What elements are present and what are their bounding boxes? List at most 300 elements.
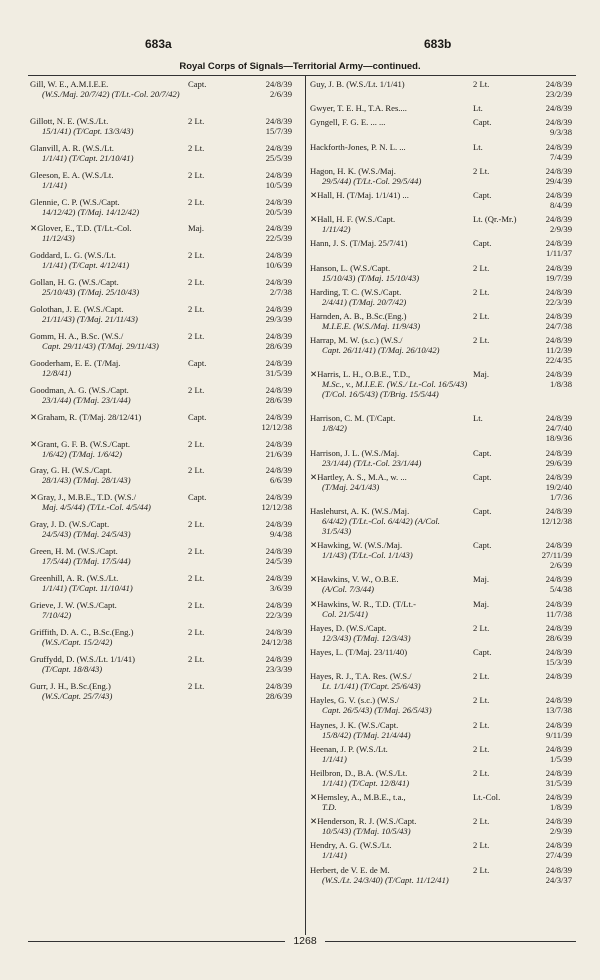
officer-rank: 2 Lt. — [473, 310, 490, 321]
officer-detail: 10/5/43) (T/Maj. 10/5/43) — [322, 826, 411, 837]
officer-rank: 2 Lt. — [473, 79, 490, 89]
officer-entry — [310, 695, 580, 715]
seniority-date: 21/6/39 — [265, 448, 292, 459]
officer-detail: 1/1/41) (T/Capt. 12/8/41) — [322, 777, 410, 788]
officer-entry — [310, 865, 580, 895]
officer-entry — [30, 519, 302, 539]
officer-entry — [30, 250, 302, 270]
officer-detail: 23/1/44) (T/Maj. 23/1/44) — [42, 394, 131, 405]
officer-name: Glanvill, A. R. (W.S./Lt. — [30, 142, 114, 153]
officer-name: Gooderham, E. E. (T/Maj. — [30, 357, 121, 368]
seniority-date: 13/7/38 — [545, 705, 572, 716]
seniority-date: 2/6/39 — [550, 560, 572, 571]
officer-name: Green, H. M. (W.S./Capt. — [30, 546, 118, 557]
page-header-right: 683b — [424, 37, 452, 51]
officer-name: Greenhill, A. R. (W.S./Lt. — [30, 573, 119, 584]
officer-entry — [310, 263, 580, 283]
officer-dates — [247, 277, 292, 297]
officer-name: Grieve, J. W. (W.S./Capt. — [30, 599, 117, 610]
officer-rank: 2 Lt. — [188, 573, 205, 584]
seniority-date: 24/8/39 — [545, 671, 572, 682]
seniority-date: 24/12/38 — [261, 636, 292, 647]
officer-entry — [30, 331, 302, 351]
section-title: Royal Corps of Signals—Territorial Army—continued. — [179, 61, 421, 72]
officer-name: Hackforth-Jones, P. N. L. ... — [310, 141, 406, 152]
officer-detail: Maj. 4/5/44) (T/Lt.-Col. 4/5/44) — [42, 502, 151, 513]
officer-dates — [527, 413, 572, 443]
seniority-date: 9/11/39 — [546, 729, 572, 740]
officer-name: Hagon, H. K. (W.S./Maj. — [310, 165, 396, 176]
officer-name: ✕Henderson, R. J. (W.S./Capt. — [310, 816, 417, 827]
seniority-date: 29/3/39 — [265, 314, 292, 325]
officer-detail: 15/1/41) (T/Capt. 13/3/43) — [42, 125, 134, 136]
seniority-date: 31/5/39 — [265, 367, 292, 378]
officer-entry — [310, 792, 580, 812]
seniority-date: 24/7/40 — [545, 423, 572, 434]
seniority-date: 24/8/39 — [545, 369, 572, 380]
officer-detail: 28/1/43) (T/Maj. 28/1/43) — [42, 475, 131, 486]
seniority-date: 24/8/39 — [545, 447, 572, 458]
officer-rank: Capt. — [473, 471, 492, 482]
officer-detail: 6/4/42) (T/Lt.-Col. 6/4/42) (A/Col. 31/5/43) — [322, 516, 440, 536]
officer-dates — [527, 369, 572, 389]
officer-rank: Maj. — [188, 223, 204, 234]
officer-rank: 2 Lt. — [473, 743, 490, 754]
officer-dates — [527, 695, 572, 715]
officer-name: Gill, W. E., A.M.I.E.E. — [30, 79, 109, 89]
officer-name: ✕Hawking, W. (W.S./Maj. — [310, 540, 403, 551]
officer-detail: 25/10/43) (T/Maj. 25/10/43) — [42, 287, 140, 298]
seniority-date: 2/9/39 — [550, 826, 572, 837]
seniority-date: 11/2/39 — [546, 345, 572, 356]
officer-detail: 11/12/43) — [42, 233, 75, 244]
officer-detail: (W.S./Lt. 24/3/40) (T/Capt. 11/12/41) — [322, 874, 449, 885]
officer-detail: (A/Col. 7/3/44) — [322, 584, 375, 595]
officer-dates — [527, 816, 572, 836]
officer-name: Glennie, C. P. (W.S./Capt. — [30, 196, 120, 207]
officer-detail: (T/Maj. 24/1/43) — [322, 481, 380, 492]
seniority-date: 24/8/39 — [545, 335, 572, 346]
seniority-date: 12/12/38 — [541, 516, 572, 526]
seniority-date: 24/8/39 — [265, 304, 292, 315]
officer-dates — [247, 304, 292, 324]
officer-name: Harrison, J. L. (W.S./Maj. — [310, 447, 400, 458]
officer-dates — [527, 472, 572, 502]
officer-name: ✕Hawkins, W. R., T.D. (T/Lt.- — [310, 598, 416, 609]
seniority-date: 24/8/39 — [545, 840, 572, 851]
seniority-date: 1/11/37 — [546, 248, 572, 259]
officer-dates — [527, 311, 572, 331]
seniority-date: 24/8/39 — [545, 310, 572, 321]
seniority-date: 12/12/38 — [261, 421, 292, 432]
seniority-date: 29/6/39 — [545, 457, 572, 468]
officer-name: Guy, J. B. (W.S./Lt. 1/1/41) — [310, 79, 405, 89]
officer-entry — [310, 335, 580, 365]
officer-dates — [247, 439, 292, 459]
officer-entry — [310, 238, 580, 258]
officer-dates — [527, 190, 572, 210]
officer-entry — [310, 540, 580, 570]
officer-dates — [527, 79, 572, 99]
officer-rank: 2 Lt. — [188, 599, 205, 610]
seniority-date: 22/5/39 — [265, 233, 292, 244]
seniority-date: 24/8/39 — [545, 719, 572, 730]
officer-name: Hann, J. S. (T/Maj. 25/7/41) — [310, 238, 408, 249]
officer-rank: 2 Lt. — [473, 816, 490, 827]
officer-entry — [310, 369, 580, 409]
officer-rank: 2 Lt. — [473, 840, 490, 851]
officer-dates — [527, 540, 572, 570]
officer-entry — [30, 223, 302, 243]
officer-name: Hanson, L. (W.S./Capt. — [310, 262, 391, 273]
seniority-date: 24/8/39 — [545, 646, 572, 657]
officer-name: Gillott, N. E. (W.S./Lt. — [30, 115, 109, 126]
seniority-date: 9/3/38 — [550, 127, 572, 138]
officer-rank: Capt. — [188, 79, 207, 89]
officer-entry — [310, 103, 580, 113]
officer-dates — [247, 331, 292, 351]
officer-dates — [527, 744, 572, 764]
officer-name: ✕Hartley, A. S., M.A., w. ... — [310, 471, 407, 482]
officer-dates — [527, 840, 572, 860]
officer-rank: 2 Lt. — [473, 286, 490, 297]
officer-name: Harrison, C. M. (T/Capt. — [310, 413, 396, 424]
officer-name: Heilbron, D., B.A. (W.S./Lt. — [310, 767, 408, 778]
seniority-date: 28/6/39 — [265, 394, 292, 405]
officer-name: Hayles, G. V. (s.c.) (W.S./ — [310, 695, 399, 706]
officer-entry — [310, 117, 580, 137]
officer-rank: Capt. — [473, 117, 492, 128]
officer-name: Herbert, de V. E. de M. — [310, 864, 390, 875]
officer-detail: (W.S./Capt. 25/7/43) — [42, 690, 113, 701]
right-column — [310, 79, 580, 899]
officer-rank: 2 Lt. — [188, 680, 205, 691]
seniority-date: 24/8/39 — [265, 519, 292, 530]
officer-name: Harding, T. C. (W.S./Capt. — [310, 286, 402, 297]
seniority-date: 24/8/39 — [545, 864, 572, 875]
officer-rank: 2 Lt. — [473, 335, 490, 346]
seniority-date: 24/8/39 — [265, 599, 292, 610]
officer-entry — [310, 448, 580, 468]
officer-rank: 2 Lt. — [473, 622, 490, 633]
officer-name: ✕Hemsley, A., M.B.E., t.a., — [310, 792, 406, 803]
seniority-date: 20/5/39 — [265, 206, 292, 217]
seniority-date: 24/8/39 — [265, 653, 292, 664]
officer-rank: Lt. — [473, 141, 483, 152]
seniority-date: 1/7/36 — [550, 491, 572, 502]
seniority-date: 8/4/39 — [550, 199, 572, 210]
officer-entry — [30, 143, 302, 163]
officer-rank: Lt.-Col. — [473, 792, 501, 803]
seniority-date: 24/8/39 — [265, 277, 292, 288]
officer-name: Haslehurst, A. K. (W.S./Maj. — [310, 506, 410, 516]
seniority-date: 22/3/39 — [545, 296, 572, 307]
officer-rank: 2 Lt. — [188, 196, 205, 207]
seniority-date: 15/3/39 — [545, 656, 572, 667]
seniority-date: 24/8/39 — [545, 622, 572, 633]
officer-dates — [527, 214, 572, 234]
officer-rank: Capt. — [188, 357, 207, 368]
seniority-date: 24/8/39 — [265, 680, 292, 691]
officer-detail: 15/8/42) (T/Maj. 21/4/44) — [322, 729, 411, 740]
officer-dates — [527, 238, 572, 258]
seniority-date: 24/8/39 — [265, 626, 292, 637]
seniority-date: 28/6/39 — [265, 690, 292, 701]
officer-name: Gleeson, E. A. (W.S./Lt. — [30, 169, 114, 180]
seniority-date: 27/11/39 — [541, 550, 572, 561]
seniority-date: 28/6/39 — [265, 341, 292, 352]
seniority-date: 24/8/39 — [265, 223, 292, 234]
officer-rank: 2 Lt. — [473, 695, 490, 706]
officer-rank: 2 Lt. — [188, 465, 205, 476]
officer-name: Hayes, R. J., T.A. Res. (W.S./ — [310, 671, 412, 682]
officer-rank: 2 Lt. — [188, 169, 205, 180]
seniority-date: 24/8/39 — [545, 79, 572, 89]
officer-entry — [30, 681, 302, 701]
seniority-date: 24/8/39 — [545, 165, 572, 176]
officer-detail: (T/Capt. 18/8/43) — [42, 663, 103, 674]
officer-dates — [247, 170, 292, 190]
officer-rank: 2 Lt. — [188, 331, 205, 342]
officer-entry — [310, 840, 580, 860]
seniority-date: 24/8/39 — [265, 573, 292, 584]
officer-rank: 2 Lt. — [188, 277, 205, 288]
seniority-date: 24/8/39 — [265, 79, 292, 89]
officer-name: Gray, J. D. (W.S./Capt. — [30, 519, 110, 530]
officer-entry — [310, 413, 580, 443]
officer-entry — [30, 546, 302, 566]
officer-dates — [527, 117, 572, 137]
seniority-date: 28/6/39 — [545, 632, 572, 643]
officer-name: Harnden, A. B., B.Sc.(Eng.) — [310, 310, 407, 321]
officer-rank: Capt. — [473, 506, 492, 516]
seniority-date: 19/2/40 — [545, 481, 572, 492]
officer-name: Goddard, L. G. (W.S./Lt. — [30, 250, 116, 261]
officer-detail: M.I.E.E. (W.S./Maj. 11/9/43) — [322, 320, 421, 331]
officer-dates — [527, 142, 572, 162]
seniority-date: 7/4/39 — [550, 151, 572, 162]
page-number: 1268 — [285, 935, 325, 947]
officer-detail: 23/1/44) (T/Lt.-Col. 23/1/44) — [322, 457, 422, 468]
officer-entry — [30, 600, 302, 620]
seniority-date: 24/8/39 — [265, 357, 292, 368]
seniority-date: 24/8/39 — [545, 598, 572, 609]
seniority-date: 10/5/39 — [265, 179, 292, 190]
officer-entry — [310, 472, 580, 502]
seniority-date: 24/8/39 — [545, 214, 572, 225]
officer-dates — [247, 143, 292, 163]
officer-dates — [247, 654, 292, 674]
officer-entry — [30, 277, 302, 297]
seniority-date: 22/3/39 — [265, 609, 292, 620]
officer-detail: 12/3/43) (T/Maj. 12/3/43) — [322, 632, 411, 643]
officer-rank: 2 Lt. — [473, 165, 490, 176]
seniority-date: 24/8/39 — [265, 331, 292, 342]
seniority-date: 6/6/39 — [270, 475, 292, 486]
officer-entry — [310, 142, 580, 162]
officer-entry — [310, 574, 580, 594]
seniority-date: 24/8/39 — [545, 471, 572, 482]
officer-name: ✕Harris, L. H., O.B.E., T.D., — [310, 369, 411, 380]
seniority-date: 24/8/39 — [265, 546, 292, 557]
officer-entry — [310, 214, 580, 234]
officer-entry — [310, 79, 580, 99]
seniority-date: 24/8/39 — [545, 103, 572, 114]
officer-entry — [30, 412, 302, 432]
officer-dates — [247, 600, 292, 620]
officer-rank: Capt. — [473, 189, 492, 200]
officer-rank: 2 Lt. — [188, 438, 205, 449]
officer-dates — [527, 768, 572, 788]
officer-dates — [247, 197, 292, 217]
officer-name: Gurr, J. H., B.Sc.(Eng.) — [30, 680, 111, 691]
top-rule — [28, 75, 576, 76]
seniority-date: 24/8/39 — [265, 384, 292, 395]
seniority-date: 29/4/39 — [545, 175, 572, 186]
officer-detail: 14/12/42) (T/Maj. 14/12/42) — [42, 206, 140, 217]
officer-entry — [310, 671, 580, 691]
officer-entry — [310, 744, 580, 764]
seniority-date: 24/8/39 — [545, 286, 572, 297]
seniority-date: 12/12/38 — [261, 502, 292, 513]
officer-detail: 1/1/41) — [322, 753, 347, 764]
officer-rank: 2 Lt. — [473, 671, 490, 682]
seniority-date: 2/9/39 — [550, 224, 572, 235]
officer-rank: Capt. — [473, 540, 492, 551]
seniority-date: 1/5/39 — [550, 753, 572, 764]
officer-rank: 2 Lt. — [188, 304, 205, 315]
officer-entry — [30, 385, 302, 405]
seniority-date: 24/8/39 — [545, 574, 572, 585]
officer-entry — [310, 190, 580, 210]
officer-rank: 2 Lt. — [473, 767, 490, 778]
officer-rank: 2 Lt. — [473, 262, 490, 273]
officer-rank: 2 Lt. — [188, 626, 205, 637]
officer-entry — [30, 573, 302, 593]
officer-detail: 1/1/41) (T/Capt. 11/10/41) — [42, 583, 133, 594]
officer-entry — [310, 720, 580, 740]
officer-entry — [30, 358, 302, 378]
officer-name: Hayes, D. (W.S./Capt. — [310, 622, 387, 633]
seniority-date: 24/8/39 — [545, 238, 572, 249]
seniority-date: 24/8/39 — [265, 411, 292, 422]
officer-dates — [527, 335, 572, 365]
officer-detail: Capt. 29/11/43) (T/Maj. 29/11/43) — [42, 341, 159, 352]
officer-name: ✕Glover, E., T.D. (T/Lt.-Col. — [30, 223, 132, 234]
officer-dates — [247, 681, 292, 701]
officer-rank: Capt. — [473, 238, 492, 249]
officer-dates — [527, 623, 572, 643]
officer-dates — [527, 865, 572, 885]
officer-rank: 2 Lt. — [188, 546, 205, 557]
officer-name: Gray, G. H. (W.S./Capt. — [30, 465, 112, 476]
left-column — [30, 79, 302, 707]
officer-rank: Lt. — [473, 103, 483, 114]
officer-rank: 2 Lt. — [473, 864, 490, 875]
officer-rank: Capt. — [473, 447, 492, 458]
officer-name: ✕Hall, H. (T/Maj. 1/1/41) ... — [310, 189, 409, 200]
seniority-date: 24/8/39 — [265, 196, 292, 207]
officer-name: Harrap, M. W. (s.c.) (W.S./ — [310, 335, 403, 346]
officer-rank: Lt. — [473, 413, 483, 424]
officer-dates — [247, 465, 292, 485]
seniority-date: 3/6/39 — [270, 583, 292, 594]
officer-dates — [527, 506, 572, 526]
seniority-date: 23/3/39 — [265, 663, 292, 674]
officer-entry — [310, 311, 580, 331]
seniority-date: 24/7/38 — [545, 320, 572, 331]
officer-rank: Maj. — [473, 369, 489, 380]
officer-dates — [247, 116, 292, 136]
officer-dates — [247, 412, 292, 432]
officer-name: Haynes, J. K. (W.S./Capt. — [310, 719, 399, 730]
officer-detail: 21/11/43) (T/Maj. 21/11/43) — [42, 314, 138, 325]
officer-name: Gwyer, T. E. H., T.A. Res.... — [310, 103, 407, 114]
officer-entry — [30, 439, 302, 459]
officer-detail: 12/8/41) — [42, 367, 72, 378]
officer-dates — [247, 519, 292, 539]
seniority-date: 15/7/39 — [265, 125, 292, 136]
officer-detail: 1/1/41) (T/Capt. 21/10/41) — [42, 152, 134, 163]
seniority-date: 24/8/39 — [545, 262, 572, 273]
seniority-date: 24/8/39 — [545, 695, 572, 706]
seniority-date: 24/8/39 — [265, 142, 292, 153]
officer-rank: Lt. (Qr.-Mr.) — [473, 214, 517, 225]
seniority-date: 24/8/39 — [545, 413, 572, 424]
officer-dates — [527, 792, 572, 812]
officer-entry — [30, 170, 302, 190]
seniority-date: 24/5/39 — [265, 556, 292, 567]
officer-rank: Capt. — [473, 646, 492, 657]
officer-entry — [310, 768, 580, 788]
officer-dates — [527, 647, 572, 667]
officer-dates — [527, 720, 572, 740]
officer-entry — [30, 116, 302, 136]
officer-name: Hendry, A. G. (W.S./Lt. — [310, 840, 392, 851]
seniority-date: 24/8/39 — [265, 115, 292, 126]
officer-dates — [527, 448, 572, 468]
officer-rank: 2 Lt. — [188, 384, 205, 395]
seniority-date: 24/8/39 — [545, 767, 572, 778]
column-divider — [305, 75, 306, 941]
seniority-date: 2/7/38 — [270, 287, 292, 298]
seniority-date: 9/4/38 — [270, 529, 292, 540]
seniority-date: 24/8/39 — [545, 816, 572, 827]
officer-entry — [30, 79, 302, 109]
seniority-date: 23/2/39 — [545, 89, 572, 99]
seniority-date: 24/8/39 — [545, 506, 572, 516]
officer-rank: Maj. — [473, 598, 489, 609]
officer-name: Goodman, A. G. (W.S./Capt. — [30, 384, 129, 395]
seniority-date: 24/8/39 — [545, 141, 572, 152]
officer-name: Gomm, H. A., B.Sc. (W.S./ — [30, 331, 124, 342]
officer-name: Heenan, J. P. (W.S./Lt. — [310, 743, 388, 754]
officer-detail: 7/10/42) — [42, 609, 72, 620]
seniority-date: 24/8/39 — [545, 540, 572, 551]
officer-entry — [310, 623, 580, 643]
officer-entry — [30, 492, 302, 512]
officer-detail: 24/5/43) (T/Maj. 24/5/43) — [42, 529, 131, 540]
officer-name: ✕Graham, R. (T/Maj. 28/12/41) — [30, 411, 142, 422]
seniority-date: 1/8/39 — [550, 802, 572, 813]
officer-dates — [527, 287, 572, 307]
seniority-date: 24/8/39 — [545, 792, 572, 803]
officer-dates — [247, 385, 292, 405]
seniority-date: 24/8/39 — [545, 743, 572, 754]
officer-detail: 29/5/44) (T/Lt.-Col. 29/5/44) — [322, 175, 422, 186]
officer-entry — [30, 304, 302, 324]
officer-dates — [247, 250, 292, 270]
